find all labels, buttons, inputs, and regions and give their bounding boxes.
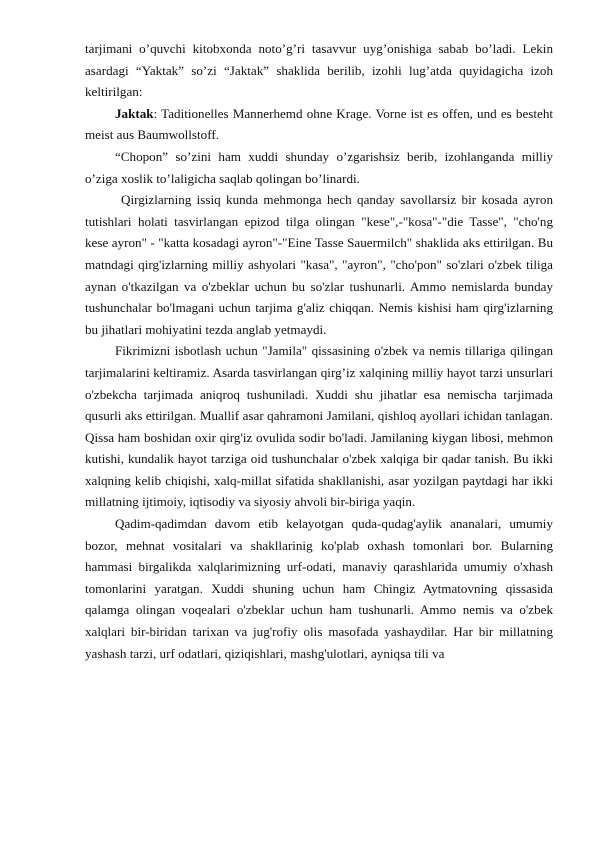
definition-text: : Taditionelles Mannerhemd ohne Krage. Vorne ist es offen, und es besteht meist aus Baumwollstoff.	[85, 105, 553, 143]
paragraph-6-text: Qadim-qadimdan davom etib kelayotgan quda-qudag'aylik ananalari, umumiy bozor, mehnat vositalari va shakllarinig ko'plab oxhash tomonlari bor. Bularning hammasi birgalikda xalqlarimizning urf-odati, manaviy qarashlarida umumiy o'xhash tomonlarini yaratgan. Xuddi shuning uchun ham Chingiz Aytmatovning qissasida qalamga olingan voqealari o'zbeklar uchun ham tushunarli. Ammo nemis va o'zbek xalqlari bir-biridan tarixan va jug'rofiy olis masofada yashaydilar. Har bir millatning yashash tarzi, urf odatlari, qiziqishlari, mashg'ulotlari, ayniqsa tili va	[85, 516, 553, 661]
paragraph-6	[85, 513, 553, 664]
paragraph-5	[85, 340, 553, 513]
paragraph-5-text: Fikrimizni isbotlash uchun "Jamila" qissasining o'zbek va nemis tillariga qilingan tarjimalarini keltiramiz. Asarda tasvirlangan qirg’iz xalqining milliy hayot tarzi unsurlari o'zbekcha tarjimada aniqroq tushuniladi. Xuddi shu jihatlar esa nemischa tarjimada qusurli aks ettirilgan. Muallif asar qahramoni Jamilani, qishloq ayollari ichidan tanlagan. Qissa ham boshidan oxir qirg'iz ovulida sodir bo'ladi. Jamilaning kiygan libosi, mehmon kutishi, kundalik hayot tarziga oid tushunchalar o'zbek xalqiga bir qadar tanish. Bu ikki xalqning kelib chiqishi, xalq-millat sifatida shakllanishi, asar yozilgan paytdagi har ikki millatning ijtimoiy, iqtisodiy va siyosiy ahvoli bir-biriga yaqin.	[85, 343, 553, 510]
paragraph-4	[85, 189, 553, 340]
paragraph-3-text: “Chopon” so’zini ham xuddi shunday o’zgarishsiz berib, izohlanganda milliy o’ziga xoslik to’laligicha saqlab qolingan bo’linardi.	[85, 148, 553, 186]
paragraph-1	[85, 38, 553, 103]
definition-term: Jaktak	[115, 105, 154, 121]
paragraph-3	[85, 146, 553, 189]
paragraph-1-text: tarjimani o’quvchi kitobxonda noto’g’ri tasavvur uyg’onishiga sabab bo’ladi. Lekin asardagi “Yaktak” so’zi “Jaktak” shaklida berilib, izohli lug’atda quyidagicha izoh keltirilgan:	[85, 41, 553, 100]
paragraph-2-definition	[85, 103, 553, 146]
document-page	[85, 38, 553, 664]
paragraph-4-text: Qirgizlarning issiq kunda mehmonga hech qanday savollarsiz bir kosada ayron tutishlari holati tasvirlangan epizod tilga olingan "kese",-"kosa"-"die Tasse", "cho'ng kese ayron" - "katta kosadagi ayron"-"Eine Tasse Sauermilch" shaklida aks ettirilgan. Bu matndagi qirg'izlarning milliy ashyolari "kasa", "ayron", "cho'pon" so'zlari o'zbek tiliga aynan o'tkazilgan va o'zbeklar uchun bu so'zlar tushunarli. Ammo nemislarda bunday tushunchalar bo'lmagani uchun tarjima g'aliz chiqqan. Nemis kishisi ham qirg'izlarning bu jihatlari mohiyatini tezda anglab yetmaydi.	[85, 192, 553, 337]
